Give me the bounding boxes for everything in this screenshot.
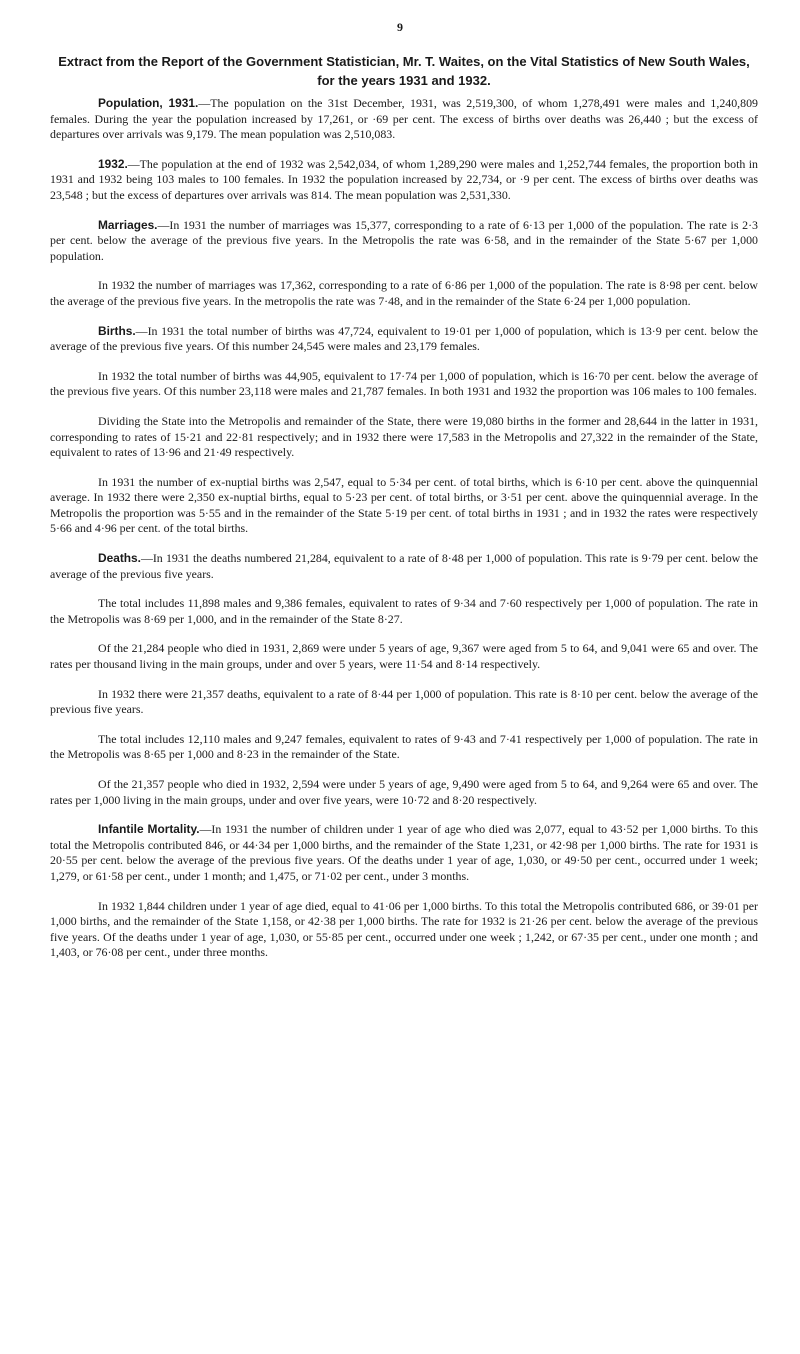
paragraph xyxy=(50,822,758,884)
paragraph xyxy=(50,899,758,961)
paragraph-heading: 1932. xyxy=(98,156,128,171)
paragraph-text: In 1932 there were 21,357 deaths, equivalent to a rate of 8·44 per 1,000 of population. This rate is 8·10 per cent. below the average of the previous five years. xyxy=(50,686,758,717)
paragraph-heading: Births. xyxy=(98,323,136,338)
paragraph-text: —In 1931 the number of children under 1 year of age who died was 2,077, equal to 43·52 per 1,000 births. To this total the Metropolis contributed 846, or 44·34 per 1,000 births, and the remainder of the State 1,231, or 42·98 per 1,000 births. The rate for 1931 is 20·55 per cent. below the average of the previous five years. Of the deaths under 1 year of age, 1,030, or 49·50 per cent., occurred under 1 week; 1,279, or 61·58 per cent., under 1 month; and 1,475, or 71·02 per cent., under 3 months. xyxy=(50,822,758,883)
paragraph-heading: Marriages. xyxy=(98,217,158,232)
paragraph xyxy=(50,641,758,672)
paragraph xyxy=(50,369,758,400)
paragraph-heading: Deaths. xyxy=(98,551,141,566)
paragraph-text: Of the 21,357 people who died in 1932, 2,594 were under 5 years of age, 9,490 were aged from 5 to 64, and 9,264 were 65 and over. The rates per 1,000 living in the main groups, under and over five years, were 10·72 and 8·20 respectively. xyxy=(50,777,758,807)
paragraph-text: —The population on the 31st December, 1931, was 2,519,300, of whom 1,278,491 were males and 1,240,809 females. During the year the population increased by 17,261, or ·69 per cent. The excess of births over deaths was 26,440 ; but the excess of departures over arrivals was 9,179. The mean population was 2,510,083. xyxy=(50,96,758,142)
paragraph-text: —In 1931 the total number of births was 47,724, equivalent to 19·01 per 1,000 of population, which is 13·9 per cent. below the average of the previous five years. Of this number 24,545 were males and 23,179 females. xyxy=(50,323,758,354)
paragraph-text: Of the 21,284 people who died in 1931, 2,869 were under 5 years of age, 9,367 were aged from 5 to 64, and 9,041 were 65 and over. The rates per thousand living in the main groups, under and over 5 years, were 11·54 and 8·14 respectively. xyxy=(50,641,758,672)
report-body xyxy=(50,96,758,975)
paragraph-text: —In 1931 the deaths numbered 21,284, equivalent to a rate of 8·48 per 1,000 of population. This rate is 9·79 per cent. below the average of the previous five years. xyxy=(50,551,758,581)
paragraph-text: In 1932 1,844 children under 1 year of age died, equal to 41·06 per 1,000 births. To this total the Metropolis contributed 686, or 39·01 per 1,000 births, and the remainder of the State 1,158, or 42·38 per 1,000 births. The rate for 1932 is 21·26 per cent. below the average of the previous five years. Of the deaths under 1 year of age, 1,030, or 55·85 per cent., occurred under one week ; 1,242, or 67·35 per cent., under one month ; and 1,403, or 76·08 per cent., under three months. xyxy=(50,898,758,960)
paragraph-text: In 1932 the number of marriages was 17,362, corresponding to a rate of 6·86 per 1,000 of the population. The rate is 8·98 per cent. below the average of the previous five years. In the metropolis the rate was 7·48, and in the remainder of the State 6·24 per 1,000 population. xyxy=(50,278,758,308)
paragraph-text: The total includes 12,110 males and 9,247 females, equivalent to rates of 9·43 and 7·41 respectively per 1,000 of population. The rate in the Metropolis was 8·65 per 1,000 and 8·23 in the remainder of the State. xyxy=(50,731,758,762)
paragraph xyxy=(50,218,758,265)
paragraph-text: The total includes 11,898 males and 9,386 females, equivalent to rates of 9·34 and 7·60 respectively per 1,000 of population. The rate in the Metropolis was 8·69 per 1,000, and in the remainder of the State 8·27. xyxy=(50,596,758,626)
paragraph xyxy=(50,687,758,718)
paragraph xyxy=(50,732,758,763)
paragraph xyxy=(50,157,758,204)
paragraph-heading: Population, 1931. xyxy=(98,96,199,110)
paragraph xyxy=(50,475,758,537)
paragraph-heading: Infantile Mortality. xyxy=(98,822,200,837)
paragraph xyxy=(50,324,758,355)
paragraph xyxy=(50,777,758,808)
paragraph-text: —The population at the end of 1932 was 2,542,034, of whom 1,289,290 were males and 1,252,744 females, the proportion both in 1931 and 1932 being 103 males to 100 females. In 1932 the population increased by 22,734, or ·9 per cent. The excess of births over deaths was 23,548 ; but the excess of departures over arrivals was 814. The mean population was 2,531,330. xyxy=(50,156,758,202)
paragraph xyxy=(50,596,758,627)
paragraph-text: —In 1931 the number of marriages was 15,377, corresponding to a rate of 6·13 per 1,000 of the population. The rate is 2·3 per cent. below the average of the previous five years. In the Metropolis the rate was 6·58, and in the remainder of the State 5·67 per 1,000 population. xyxy=(50,217,758,263)
paragraph xyxy=(50,96,758,143)
paragraph-text: In 1931 the number of ex-nuptial births was 2,547, equal to 5·34 per cent. of total births, which is 6·10 per cent. above the quinquennial average. In 1932 there were 2,350 ex-nuptial births, equal to 5·23 per cent. of total births, or 3·51 per cent. above the quinquennial average. In the Metropolis the proportion was 5·55 and in the remainder of the State 5·19 per cent. of total births in 1931 ; and in 1932 the rates were respectively 5·66 and 4·96 per cent. of the total births. xyxy=(50,474,758,536)
paragraph xyxy=(50,414,758,461)
report-title: Extract from the Report of the Government Statistician, Mr. T. Waites, on the Vital Statistics of New South Wales, for the years 1931 and 1932. xyxy=(58,54,750,88)
paragraph xyxy=(50,551,758,582)
paragraph-text: In 1932 the total number of births was 44,905, equivalent to 17·74 per 1,000 of population, which is 16·70 per cent. below the average of the previous five years. Of this number 23,118 were males and 21,787 females. In both 1931 and 1932 the proportion was 106 males to 100 females. xyxy=(50,368,758,399)
paragraph-text: Dividing the State into the Metropolis and remainder of the State, there were 19,080 births in the former and 28,644 in the latter in 1931, corresponding to rates of 15·21 and 22·81 respectively; and in 1932 there were 17,583 in the Metropolis and 27,322 in the remainder of the State, equivalent to rates of 13·96 and 21·49 respectively. xyxy=(50,413,758,460)
page-number: 9 xyxy=(397,20,403,34)
paragraph xyxy=(50,278,758,309)
